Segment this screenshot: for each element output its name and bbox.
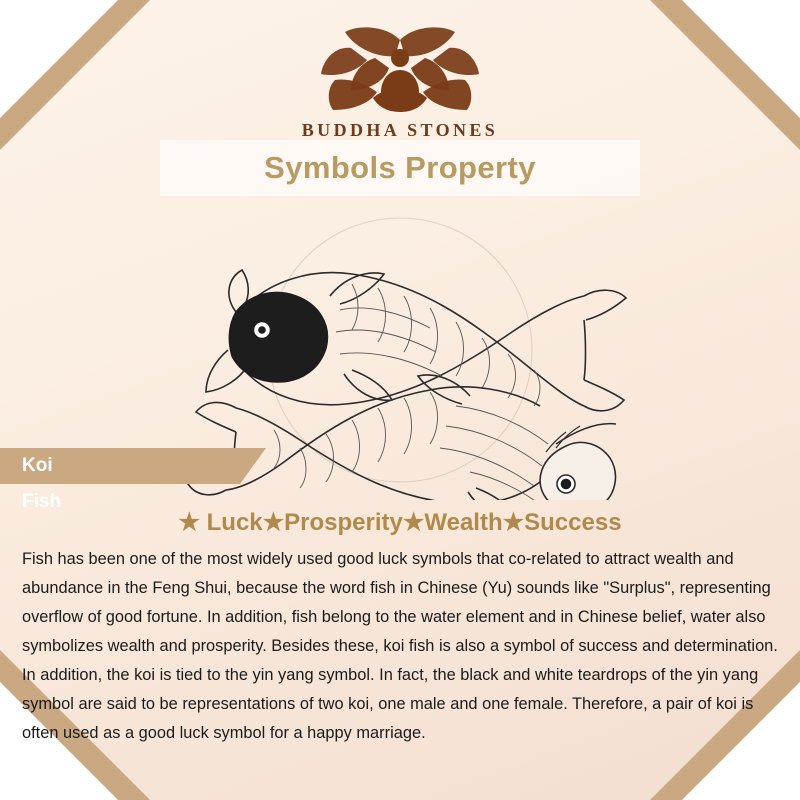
brand-name: BUDDHA STONES bbox=[301, 120, 499, 140]
section-title: Koi Fish bbox=[22, 455, 62, 512]
lotus-meditation-icon bbox=[315, 18, 485, 118]
keyword-line: ★ Luck★Prosperity★Wealth★Success bbox=[178, 509, 622, 536]
brand-logo bbox=[0, 18, 800, 141]
page-title: Symbols Property bbox=[264, 150, 536, 185]
ribbon-tail bbox=[240, 448, 266, 484]
body-paragraph: Fish has been one of the most widely used good luck symbols that co-related to attract wealth and abundance in the Feng Shui, because the word fish in Chinese (Yu) sounds like "Surplus", representing overflow of good fortune. In addition, fish belong to the water element and in Chinese belief, water also symbolizes wealth and prosperity. Besides these, koi fish is also a symbol of success and determination. In addition, the koi is tied to the yin yang symbol. In fact, the black and white teardrops of the yin yang symbol are said to be representations of two koi, one male and one female. Therefore, a pair of koi is often used as a good luck symbol for a happy marriage. bbox=[22, 550, 778, 742]
